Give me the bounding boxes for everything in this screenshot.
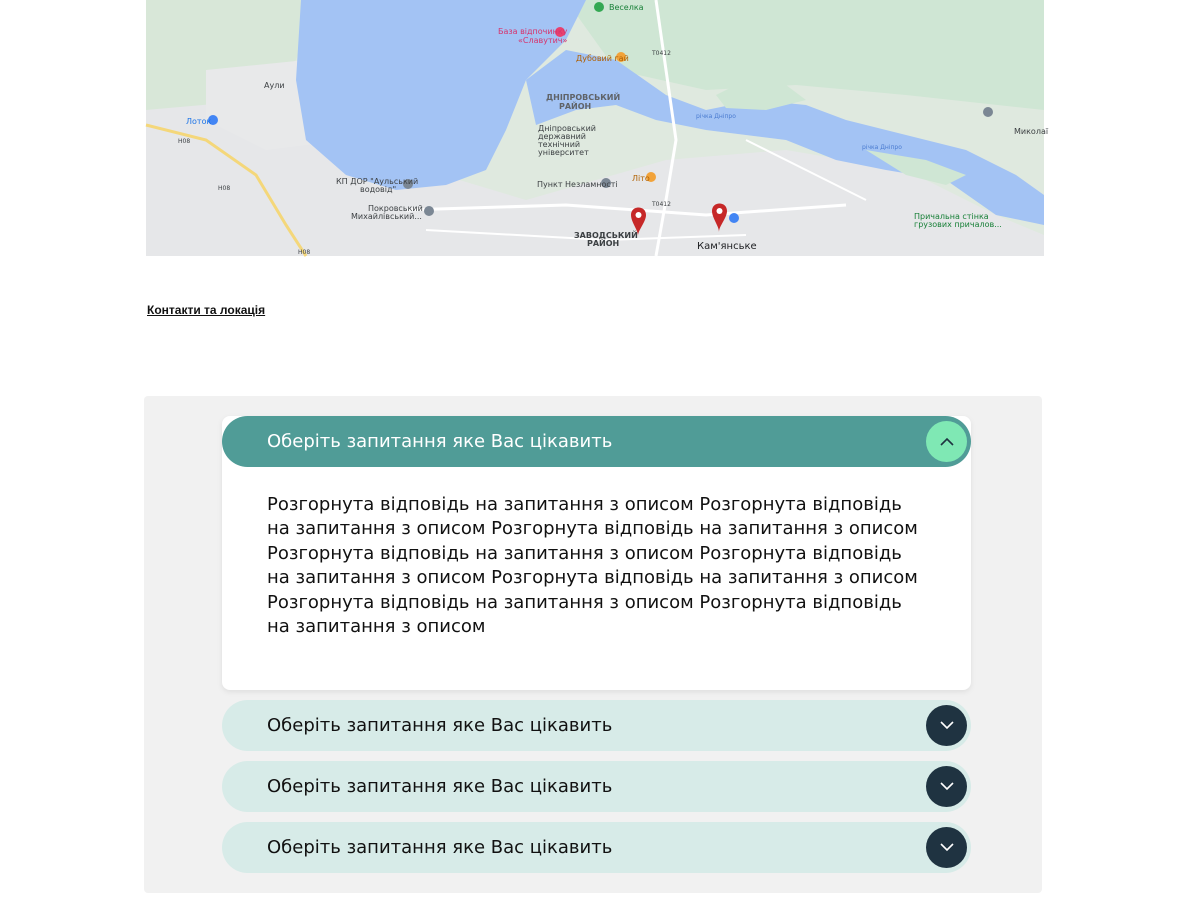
map-label-slavutych: «Славутич» [518, 36, 568, 45]
location-map[interactable] [146, 0, 1049, 256]
map-label-punkt: Пункт Незламності [537, 180, 618, 189]
map-label-river2: річка Дніпро [696, 113, 736, 120]
expand-button[interactable] [926, 766, 967, 807]
faq-item [222, 822, 971, 873]
map-label-kp-dor2: водовід" [360, 185, 397, 194]
expand-button[interactable] [926, 705, 967, 746]
faq-item [222, 761, 971, 812]
chevron-down-icon [940, 721, 954, 730]
faq-question-text: Оберіть запитання яке Вас цікавить [267, 836, 613, 858]
map-label-road5: H08 [298, 249, 311, 256]
map-label-mykolai: Миколаї [1014, 127, 1049, 136]
map-label-university2: державний [538, 132, 586, 141]
map-label-raion1: РАЙОН [559, 102, 592, 111]
map-label-lotok: Лоток [186, 117, 212, 126]
map-label-pokrovskyi2: Михайлівський... [351, 212, 422, 221]
map-label-university4: університет [538, 148, 589, 157]
map-label-lito: Літо [632, 174, 650, 183]
map-label-kamianske: Кам'янське [697, 241, 757, 252]
map-label-road3: H08 [178, 138, 191, 145]
faq-question-header[interactable] [222, 822, 971, 873]
map-label-pokrovskyi1: Покровський [368, 204, 423, 213]
map-label-university3: технічний [538, 140, 581, 149]
map-label-dniprovskyi: ДНІПРОВСЬКИЙ [546, 93, 621, 102]
map-label-vesilka: Веселка [609, 3, 644, 12]
chevron-down-icon [940, 843, 954, 852]
map-label-road2: T0412 [652, 201, 671, 208]
map-label-road4: H08 [218, 185, 231, 192]
map-label-university1: Дніпровський [538, 124, 596, 133]
map-label-prychal2: грузових причалов... [914, 220, 1002, 229]
faq-question-header[interactable] [222, 416, 971, 467]
chevron-up-icon [940, 437, 954, 446]
map-label-river1: річка Дніпро [862, 144, 902, 151]
faq-question-text: Оберіть запитання яке Вас цікавить [267, 430, 613, 452]
map-label-road1: T0412 [652, 50, 671, 57]
map-label-prychal1: Причальна стінка [914, 212, 989, 221]
faq-answer-text: Розгорнута відповідь на запитання з описом Розгорнута відповідь на запитання з описом Розгорнута відповідь на запитання з описом Розгорнута відповідь на запитання з описом Розгорнута відповідь на запитання з описом Розгорнута відповідь на запитання з описом Розгорнута відповідь на запитання з описом Розгорнута відповідь на запитання з описом [267, 494, 918, 638]
collapse-button[interactable] [926, 421, 967, 462]
map-label-baza: База відпочинку [498, 27, 568, 36]
faq-question-header[interactable] [222, 761, 971, 812]
map-label-auly: Аули [264, 81, 285, 90]
faq-item-expanded [222, 416, 971, 690]
map-label-zavodskyi: ЗАВОДСЬКИЙ [574, 231, 638, 240]
chevron-down-icon [940, 782, 954, 791]
faq-section [144, 396, 1042, 893]
map-label-dubovyi: Дубовий гай [576, 54, 629, 63]
faq-question-text: Оберіть запитання яке Вас цікавить [267, 775, 613, 797]
contacts-location-link[interactable]: Контакти та локація [147, 303, 266, 317]
map-label-kp-dor1: КП ДОР "Аульський [336, 177, 419, 186]
faq-question-header[interactable] [222, 700, 971, 751]
faq-question-text: Оберіть запитання яке Вас цікавить [267, 714, 613, 736]
faq-item [222, 700, 971, 751]
expand-button[interactable] [926, 827, 967, 868]
map-label-raion2: РАЙОН [587, 239, 620, 248]
